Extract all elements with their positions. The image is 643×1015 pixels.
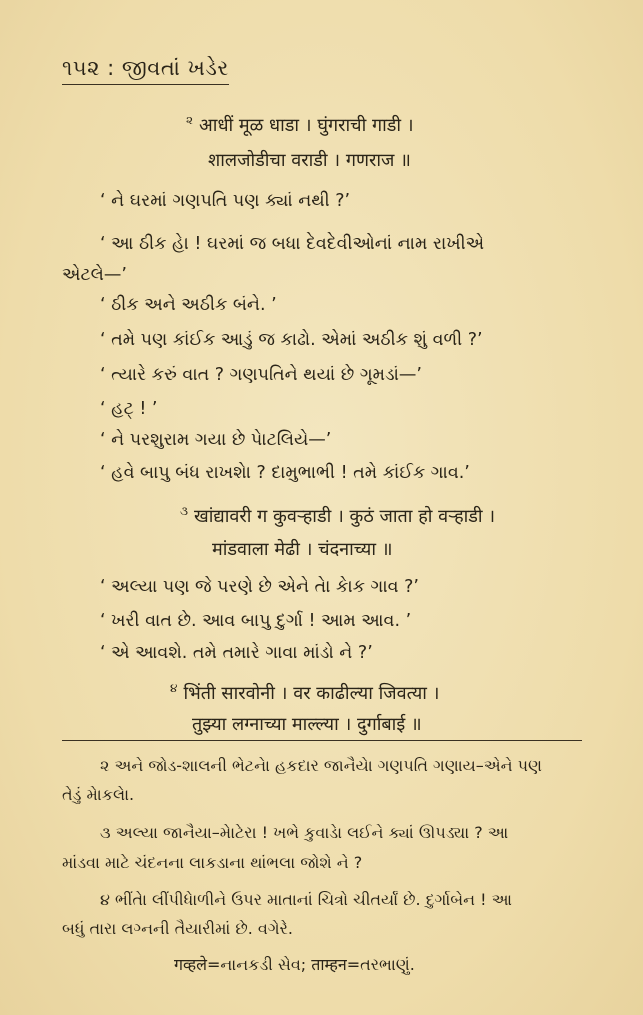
prose-line: ‘ ને પરશુરામ ગયા છે પેાટલિયે—’ [100,430,332,450]
footnote-line: ૨ અને જોડ-શાલની ભેટનેા હકદાર જાનૈયેા ગણપતિ ગણાય–એને પણ [100,756,542,775]
footnote-line: તેડું મેાકલેા. [62,785,135,804]
prose-line: ‘ ત્યારે કરું વાત ? ગણપતિને થયાં છે ગૂમડાં—’ [100,365,422,385]
prose-line: ‘ હવે બાપુ બંધ રાખશેા ? દામુભાભી ! તમે કાંઈક ગાવ.’ [100,463,470,483]
verse-2-line-1: $^૨$ आधीं मूळ धाडा । घुंगराची गाडी । [186,113,414,136]
footnote-line: બધું તારા લગ્નની તૈયારીમાં છે. વગેરે. [62,919,293,938]
verse-3-number: ૩ [180,504,188,518]
prose-line: એટલે—’ [62,265,127,285]
footnote-line: ૩ અલ્યા જાનૈયા–મેાટેરા ! ખભે કુવાડેા લઈને ક્યાં ઊપડ્યા ? આ [100,823,509,842]
page-header [62,56,229,85]
prose-line: ‘ હટ્ ! ’ [100,399,158,419]
prose-line: ‘ અલ્યા પણ જે પરણે છે એને તેા કેાક ગાવ ?’ [100,577,419,597]
prose-line: ‘ ને ઘરમાં ગણપતિ પણ ક્યાં નથી ?’ [100,191,351,211]
footnote-line: માંડવા માટે ચંદનના લાકડાના થાંભલા જોશે ને ? [62,853,363,872]
prose-line: ‘ આ ઠીક હેા ! ઘરમાં જ બધા દેવદેવીઓનાં નામ રાખીએ [100,234,485,254]
verse-2-number: ૨ [186,113,194,127]
verse-4-line-2: तुझ्या लग्नाच्या माल्ल्या । दुर्गाबाई ॥ [192,714,422,735]
prose-line: ‘ ખરી વાત છે. આવ બાપુ દુર્ગા ! આમ આવ. ’ [100,611,412,631]
footnote-line: ૪ ભીંતેા લીંપીધેાળીને ઉપર માતાનાં ચિત્રો ચીતર્યાં છે. દુર્ગાબેન ! આ [100,890,512,909]
verse-2-line-2: शालजोडीचा वराडी । गणराज ॥ [208,150,411,171]
page-title: ૧૫૨ : જીવતાં ખડેર [62,56,229,80]
footnote-gloss: गव्हले=નાનકડી સેવ; ताम्हन=તરભાણું. [174,955,415,974]
verse-4-line-1: $^૪$ भिंती सारवोनी । वर काढील्या जिवत्या । [170,681,440,704]
verse-4-number: ૪ [170,681,178,695]
footnote-divider [62,740,582,741]
prose-line: ‘ તમે પણ કાંઈક આડું જ કાઢો. એમાં અઠીક શું વળી ?’ [100,330,483,350]
prose-line: ‘ એ આવશે. તમે તમારે ગાવા માંડો ને ?’ [100,643,373,663]
verse-3-line-2: मांडवाला मेढी । चंदनाच्या ॥ [212,539,393,560]
verse-3-line-1: $^૩$ खांद्यावरी ग कुवऱ्हाडी । कुठं जाता हो वऱ्हाडी । [180,504,496,527]
prose-line: ‘ ઠીક અને અઠીક બંને. ’ [100,295,277,315]
